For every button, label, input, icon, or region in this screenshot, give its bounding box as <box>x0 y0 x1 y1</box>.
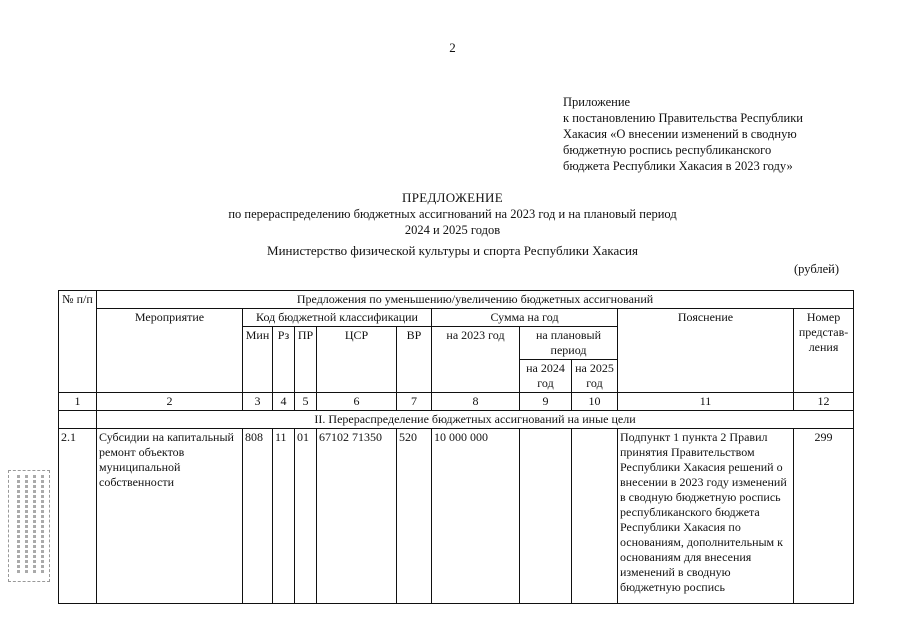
col-number: 9 <box>520 393 572 411</box>
header-planned: на плановый период <box>520 327 618 360</box>
header-min: Мин <box>243 327 273 393</box>
appendix-line: бюджета Республики Хакасия в 2023 году» <box>563 159 793 173</box>
col-number: 12 <box>794 393 854 411</box>
col-number: 10 <box>572 393 618 411</box>
appendix-line: бюджетную роспись республиканского <box>563 143 772 157</box>
subtitle-line: по перераспределению бюджетных ассигнований на 2023 год и на плановый период <box>228 207 677 221</box>
col-number: 3 <box>243 393 273 411</box>
header-sum-year: Сумма на год <box>432 309 618 327</box>
cell-rz: 11 <box>273 429 295 604</box>
cell-2024 <box>520 429 572 604</box>
col-number: 5 <box>295 393 317 411</box>
cell-2023: 10 000 000 <box>432 429 520 604</box>
header-event: Мероприятие <box>97 309 243 393</box>
header-2024: на 2024 год <box>520 360 572 393</box>
unit-label: (рублей) <box>794 262 840 276</box>
header-num: № п/п <box>59 291 97 393</box>
cell-explanation: Подпункт 1 пункта 2 Правил принятия Правительством Республики Хакасия решений о внесении в 2023 году изменений в сводную бюджетную роспись республиканского бюджета Республики Хакасия по основаниям, дополнительным к основаниям для внесения изменений в сводную бюджетную роспись <box>618 429 794 604</box>
document-title: ПРЕДЛОЖЕНИЕ <box>402 190 503 205</box>
cell-num: 2.1 <box>59 429 97 604</box>
col-number: 7 <box>397 393 432 411</box>
appendix-line: Приложение <box>563 95 631 109</box>
registration-stamp <box>8 470 50 582</box>
header-2025: на 2025 год <box>572 360 618 393</box>
col-number: 1 <box>59 393 97 411</box>
ministry-name: Министерство физической культуры и спорта Республики Хакасия <box>267 243 638 258</box>
document-subtitle <box>0 206 905 238</box>
stamp-mark <box>33 475 36 575</box>
page-number: 2 <box>449 40 456 55</box>
stamp-mark <box>41 475 44 575</box>
section-heading: II. Перераспределение бюджетных ассигнований на иные цели <box>97 411 854 429</box>
cell-min: 808 <box>243 429 273 604</box>
appendix-line: к постановлению Правительства Республики <box>563 111 803 125</box>
cell-event: Субсидии на капитальный ремонт объектов муниципальной собственности <box>97 429 243 604</box>
header-vr: ВР <box>397 327 432 393</box>
appendix-block <box>563 94 863 174</box>
header-pr: ПР <box>295 327 317 393</box>
header-explanation: Пояснение <box>618 309 794 393</box>
cell-pr: 01 <box>295 429 317 604</box>
col-number: 11 <box>618 393 794 411</box>
cell-2025 <box>572 429 618 604</box>
col-number: 6 <box>317 393 397 411</box>
header-csr: ЦСР <box>317 327 397 393</box>
stamp-mark <box>17 475 20 575</box>
cell-csr: 67102 71350 <box>317 429 397 604</box>
col-number: 4 <box>273 393 295 411</box>
header-2023: на 2023 год <box>432 327 520 393</box>
budget-table <box>58 290 854 604</box>
col-number: 2 <box>97 393 243 411</box>
cell-vr: 520 <box>397 429 432 604</box>
header-rep-num: Номер представ-ления <box>794 309 854 393</box>
section-spacer <box>59 411 97 429</box>
header-rz: Рз <box>273 327 295 393</box>
subtitle-line: 2024 и 2025 годов <box>404 223 501 237</box>
stamp-mark <box>25 475 28 575</box>
cell-rep-num: 299 <box>794 429 854 604</box>
appendix-line: Хакасия «О внесении изменений в сводную <box>563 127 797 141</box>
col-number: 8 <box>432 393 520 411</box>
header-budget-code: Код бюджетной классификации <box>243 309 432 327</box>
header-proposals: Предложения по уменьшению/увеличению бюджетных ассигнований <box>97 291 854 309</box>
table-row <box>59 429 854 604</box>
